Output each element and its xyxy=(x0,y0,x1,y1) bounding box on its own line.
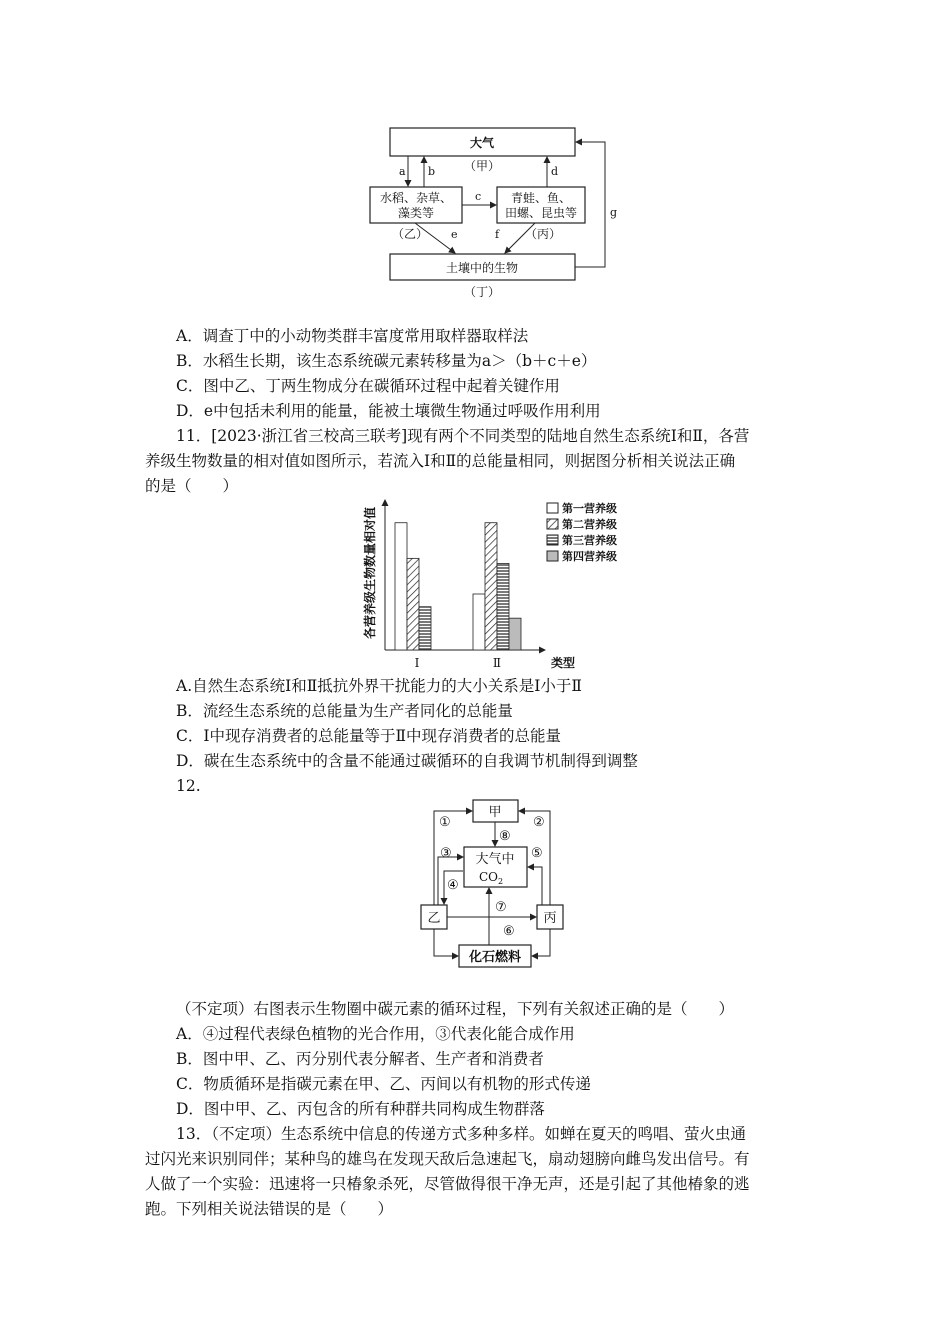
q10-option-b: B．水稻生长期，该生态系统碳元素转移量为a＞（b＋c＋e） xyxy=(176,352,597,370)
legend-swatch-1 xyxy=(547,503,558,513)
carbon-flow-diagram xyxy=(355,118,625,308)
q11-stem-line-1: 11．[2023·浙江省三校高三联考]现有两个不同类型的陆地自然生态系统Ⅰ和Ⅱ，各营 xyxy=(176,427,750,445)
bar-2-series-2 xyxy=(485,523,497,650)
q11-stem-line-2: 养级生物数量的相对值如图所示，若流入Ⅰ和Ⅱ的总能量相同，则据图分析相关说法正确 xyxy=(145,452,736,470)
legend-label-2: 第二营养级 xyxy=(562,518,617,531)
fossil-fuel-label: 化石燃料 xyxy=(468,950,522,965)
q13-stem-line-3: 人做了一个实验：迅速将一只椿象杀死，尽管做得很干净无声，还是引起了其他椿象的逃 xyxy=(145,1175,750,1193)
x-tick-label-1: Ⅰ xyxy=(414,656,420,670)
q11-option-d: D．碳在生态系统中的含量不能通过碳循环的自我调节机制得到调整 xyxy=(176,752,638,770)
legend-swatch-3 xyxy=(547,535,558,545)
q10-option-a: A．调查丁中的小动物类群丰富度常用取样器取样法 xyxy=(176,327,529,345)
legend-label-1: 第一营养级 xyxy=(562,502,617,515)
q11-option-b: B．流经生态系统的总能量为生产者同化的总能量 xyxy=(176,702,513,720)
process-4-label: ④ xyxy=(447,878,459,893)
atmosphere-label: 大气 xyxy=(469,136,495,150)
consumers-tag: （丙） xyxy=(524,227,562,241)
trophic-level-bar-chart xyxy=(355,495,645,675)
process-7-label: ⑦ xyxy=(495,900,507,915)
jia-label: 甲 xyxy=(488,805,502,820)
process-5-label: ⑤ xyxy=(531,846,543,861)
co2-label-2: $CO_2$ xyxy=(478,870,504,886)
q10-option-d: D．e中包括未利用的能量，能被土壤微生物通过呼吸作用利用 xyxy=(176,402,601,420)
bar-2-series-4 xyxy=(509,618,521,650)
bar-1-series-2 xyxy=(407,558,419,650)
soil-label: 土壤中的生物 xyxy=(445,261,519,275)
q12-option-a: A．④过程代表绿色植物的光合作用，③代表化能合成作用 xyxy=(176,1025,575,1043)
soil-tag: （丁） xyxy=(463,285,501,299)
arrow-b-label: b xyxy=(428,165,436,178)
x-tick-label-2: Ⅱ xyxy=(492,656,502,670)
q13-stem-line-4: 跑。下列相关说法错误的是（ ） xyxy=(145,1200,394,1218)
process-1-label: ① xyxy=(439,815,451,830)
legend-swatch-4 xyxy=(547,551,558,561)
q13-stem-line-1: 13．（不定项）生态系统中信息的传递方式多种多样。如蝉在夏天的鸣唱、萤火虫通 xyxy=(176,1125,746,1143)
q11-stem-line-3: 的是（ ） xyxy=(145,477,239,495)
y-axis-label: 各营养级生物数量相对值 xyxy=(363,506,377,640)
process-3-label: ③ xyxy=(440,846,452,861)
consumers-label-1: 青蛙、鱼、 xyxy=(510,191,572,205)
producers-label-1: 水稻、杂草、 xyxy=(379,191,453,205)
arrow-a-label: a xyxy=(399,165,406,178)
q12-option-b: B．图中甲、乙、丙分别代表分解者、生产者和消费者 xyxy=(176,1050,544,1068)
q11-option-a: A.自然生态系统Ⅰ和Ⅱ抵抗外界干扰能力的大小关系是Ⅰ小于Ⅱ xyxy=(176,677,582,695)
arrow-c-label: c xyxy=(475,190,482,203)
q11-option-c: C．Ⅰ中现存消费者的总能量等于Ⅱ中现存消费者的总能量 xyxy=(176,727,562,745)
arrow-f-label: f xyxy=(495,228,500,241)
q12-stem: （不定项）右图表示生物圈中碳元素的循环过程，下列有关叙述正确的是（ ） xyxy=(176,1000,735,1018)
legend-swatch-2 xyxy=(547,519,558,529)
legend-label-4: 第四营养级 xyxy=(562,550,617,563)
x-axis-label: 类型 xyxy=(551,656,576,670)
producers-tag: （乙） xyxy=(391,227,429,241)
arrow-g-label: g xyxy=(610,206,618,219)
bing-label: 丙 xyxy=(543,911,557,926)
producers-label-2: 藻类等 xyxy=(397,206,435,220)
q12-option-d: D．图中甲、乙、丙包含的所有种群共同构成生物群落 xyxy=(176,1100,545,1118)
legend-label-3: 第三营养级 xyxy=(562,534,617,547)
arrow-d-label: d xyxy=(551,165,559,178)
q13-stem-line-2: 过闪光来识别同伴；某种鸟的雄鸟在发现天敌后急速起飞，扇动翅膀向雌鸟发出信号。有 xyxy=(145,1150,750,1168)
bar-1-series-3 xyxy=(419,607,431,650)
consumers-label-2: 田螺、昆虫等 xyxy=(504,206,578,220)
process-8-label: ⑧ xyxy=(499,829,511,844)
q12-number: 12. xyxy=(176,777,201,795)
bar-1-series-1 xyxy=(395,523,407,650)
yi-label: 乙 xyxy=(427,911,441,926)
process-2-label: ② xyxy=(533,815,545,830)
process-6-label: ⑥ xyxy=(503,924,515,939)
carbon-cycle-diagram xyxy=(415,795,575,975)
bar-2-series-3 xyxy=(497,563,509,650)
arrow-e-label: e xyxy=(451,228,458,241)
co2-label-1: 大气中 xyxy=(475,852,515,867)
atmosphere-tag: （甲） xyxy=(463,159,501,173)
q10-option-c: C．图中乙、丁两生物成分在碳循环过程中起着关键作用 xyxy=(176,377,560,395)
bar-2-series-1 xyxy=(473,594,485,650)
q12-option-c: C．物质循环是指碳元素在甲、乙、丙间以有机物的形式传递 xyxy=(176,1075,591,1093)
chart-legend xyxy=(547,501,617,563)
